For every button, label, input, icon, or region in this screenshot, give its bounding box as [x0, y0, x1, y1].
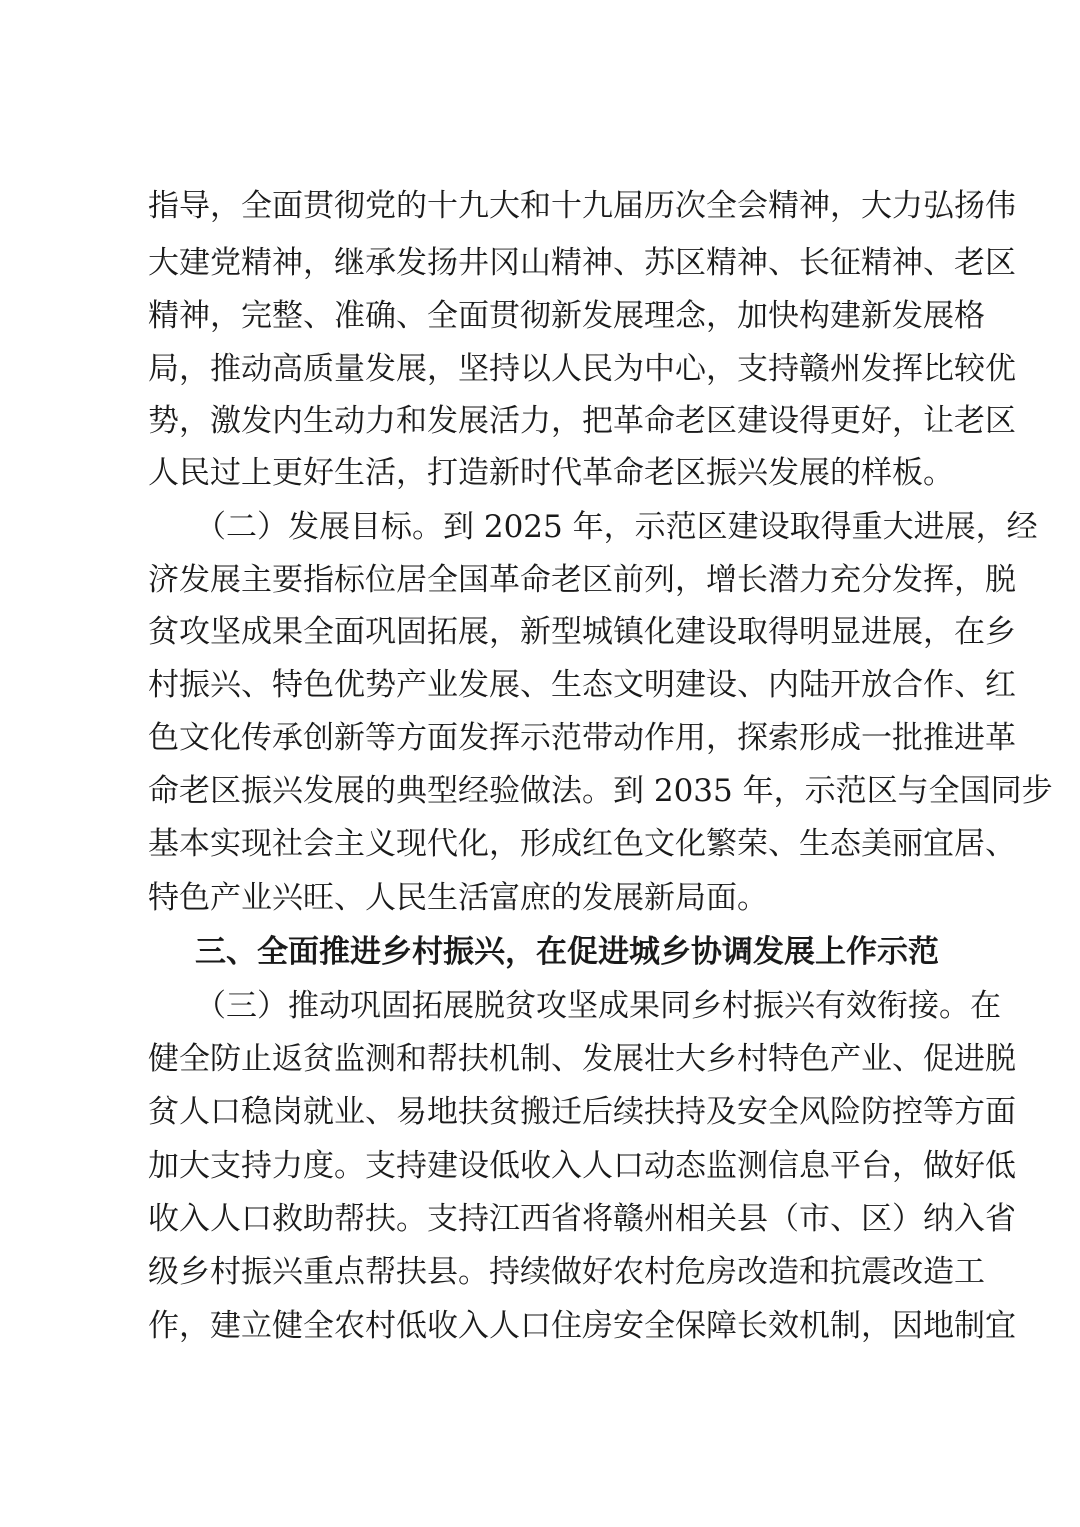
- body-line: 济发展主要指标位居全国革命老区前列，增长潜力充分发挥，脱: [148, 562, 1016, 598]
- body-line: 贫攻坚成果全面巩固拓展，新型城镇化建设取得明显进展，在乡: [148, 614, 1016, 650]
- body-line: 局，推动高质量发展，坚持以人民为中心，支持赣州发挥比较优: [148, 351, 1016, 387]
- body-line: 指导，全面贯彻党的十九大和十九届历次全会精神，大力弘扬伟: [148, 188, 1016, 224]
- body-line: 特色产业兴旺、人民生活富庶的发展新局面。: [148, 880, 768, 916]
- paragraph-start-line: （三）推动巩固拓展脱贫攻坚成果同乡村振兴有效衔接。在: [195, 988, 1001, 1024]
- body-line: 色文化传承创新等方面发挥示范带动作用，探索形成一批推进革: [148, 720, 1016, 756]
- body-line: 村振兴、特色优势产业发展、生态文明建设、内陆开放合作、红: [148, 667, 1016, 703]
- body-line: 势，激发内生动力和发展活力，把革命老区建设得更好，让老区: [148, 403, 1016, 439]
- section-heading: 三、全面推进乡村振兴，在促进城乡协调发展上作示范: [195, 934, 939, 970]
- body-line: 收入人口救助帮扶。支持江西省将赣州相关县（市、区）纳入省: [148, 1201, 1016, 1237]
- body-line: 加大支持力度。支持建设低收入人口动态监测信息平台，做好低: [148, 1148, 1016, 1184]
- body-line: 基本实现社会主义现代化，形成红色文化繁荣、生态美丽宜居、: [148, 826, 1016, 862]
- body-line: 命老区振兴发展的典型经验做法。到 2035 年，示范区与全国同步: [148, 773, 1053, 809]
- body-line: 人民过上更好生活，打造新时代革命老区振兴发展的样板。: [148, 455, 954, 491]
- paragraph-start-line: （二）发展目标。到 2025 年，示范区建设取得重大进展，经: [195, 509, 1038, 545]
- body-line: 大建党精神，继承发扬井冈山精神、苏区精神、长征精神、老区: [148, 245, 1016, 281]
- body-line: 级乡村振兴重点帮扶县。持续做好农村危房改造和抗震改造工: [148, 1254, 985, 1290]
- body-line: 精神，完整、准确、全面贯彻新发展理念，加快构建新发展格: [148, 298, 985, 334]
- body-line: 贫人口稳岗就业、易地扶贫搬迁后续扶持及安全风险防控等方面: [148, 1094, 1016, 1130]
- body-line: 健全防止返贫监测和帮扶机制、发展壮大乡村特色产业、促进脱: [148, 1041, 1016, 1077]
- body-line: 作，建立健全农村低收入人口住房安全保障长效机制，因地制宜: [148, 1308, 1016, 1344]
